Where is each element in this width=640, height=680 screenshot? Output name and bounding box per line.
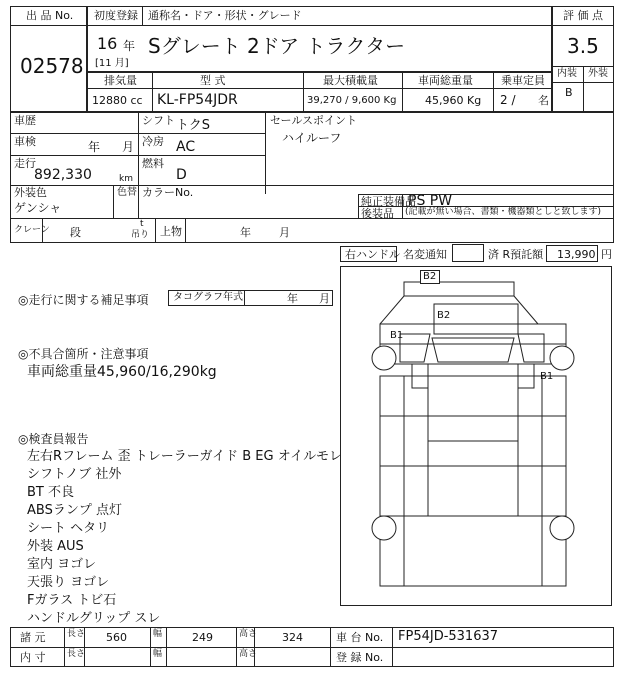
inspector-line: BT 不良: [27, 485, 74, 500]
inspector-line: 外装 AUS: [27, 539, 84, 554]
chassis-number: FP54JD-531637: [398, 629, 499, 644]
fuel-value: D: [176, 167, 187, 183]
inner-width-label: 幅: [153, 649, 163, 659]
length-value: 560: [106, 631, 127, 644]
shift-label: シフト: [142, 114, 175, 127]
capacity: 2 /: [500, 93, 516, 107]
reg-year-unit: 年: [123, 39, 136, 53]
truck-outline-diagram: [340, 266, 612, 606]
recycle-label: 済 R預託額: [488, 248, 544, 261]
max-load-label: 最大積載量: [323, 74, 378, 87]
upper-year: 年: [240, 226, 251, 239]
tachograph-label: タコグラフ年式: [173, 292, 243, 303]
inspector-line: シフトノブ 社外: [27, 467, 122, 482]
standard-equip: PS PW: [408, 193, 453, 209]
displacement-label: 排気量: [104, 74, 137, 87]
upper-month: 月: [279, 226, 290, 239]
recycle-amount: 13,990: [557, 248, 596, 261]
inspector-line: シート ヘタリ: [27, 521, 110, 536]
length-label: 長さ: [67, 629, 86, 639]
sales-point-label: セールスポイント: [270, 114, 358, 127]
color-code-label: カラーNo.: [142, 186, 194, 199]
color-no-label: 色替: [117, 187, 137, 198]
inner-length-label: 長さ: [67, 649, 86, 659]
fuel-label: 燃料: [142, 157, 164, 170]
name-change-checkbox: [452, 244, 484, 262]
interior-label: 内装: [557, 68, 577, 79]
inspector-line: ABSランプ 点灯: [27, 503, 122, 518]
mileage-value: 892,330: [34, 167, 92, 183]
height-value: 324: [282, 631, 303, 644]
displacement: 12880 cc: [92, 94, 143, 107]
height-label: 高さ: [239, 629, 258, 639]
mark-label: B1: [390, 330, 404, 341]
mark-label: B2: [437, 310, 451, 321]
capacity-label: 乗車定員: [501, 74, 545, 87]
inner-height-label: 高さ: [239, 649, 258, 659]
score-value: 3.5: [567, 34, 599, 58]
capacity-unit: 名: [538, 94, 549, 107]
width-value: 249: [192, 631, 213, 644]
steering: 右ハンドル: [345, 248, 400, 261]
tachograph-year: 年: [287, 292, 298, 305]
title-label: 通称名・ドア・形状・グレード: [148, 9, 302, 22]
ac-value: AC: [176, 139, 196, 155]
interior-grade: B: [565, 86, 573, 99]
standard-equip-label: 純正装備品: [361, 195, 416, 208]
inspection-label: 車検: [14, 135, 36, 148]
inspector-line: 左右Rフレーム 歪 トレーラーガイド B EG オイルモレ: [27, 449, 343, 464]
defects-text: 車両総重量45,960/16,290kg: [27, 364, 217, 380]
registration-label: 登 録 No.: [336, 651, 384, 664]
width-label: 幅: [153, 629, 163, 639]
color-label: 外装色: [14, 186, 47, 199]
inspector-label: ◎検査員報告: [18, 432, 89, 446]
mileage-label: 走行: [14, 157, 36, 170]
spec-label: 諸 元: [20, 631, 46, 644]
mark-label: B2: [423, 271, 437, 282]
lot-number: 02578: [20, 54, 84, 78]
crane-hoist: 吊り: [131, 230, 150, 240]
max-load: 39,270 / 9,600 Kg: [307, 95, 397, 106]
first-reg-label: 初度登録: [94, 9, 138, 22]
defects-label: ◎不具合箇所・注意事項: [18, 347, 149, 361]
crane-stage: 段: [70, 226, 81, 239]
shift-value: トクS: [176, 118, 210, 133]
crane-ton: t: [140, 219, 144, 229]
crane-label: クレーン: [14, 225, 50, 235]
model-label: 型 式: [200, 74, 226, 87]
inspector-line: 天張り ヨゴレ: [27, 575, 110, 590]
aftermarket-label: 後装品: [361, 207, 394, 220]
history-label: 車歴: [14, 114, 36, 127]
vehicle-name: Sグレート 2ドア トラクター: [148, 34, 406, 58]
model: KL-FP54JDR: [157, 92, 238, 108]
reg-year: 16: [97, 34, 118, 53]
lot-number-label: 出 品 No.: [26, 9, 74, 22]
inspection-month: 月: [122, 140, 135, 154]
mark-label: B1: [540, 371, 554, 382]
reg-month: [11 月]: [95, 58, 129, 69]
aftermarket-note: (記載が無い場合、書類・機器類としと致します): [405, 207, 602, 217]
gross-weight: 45,960 Kg: [425, 94, 482, 107]
tachograph-month: 月: [319, 292, 330, 305]
name-change-label: 名変通知: [403, 248, 447, 261]
running-notes-label: ◎走行に関する補足事項: [18, 293, 149, 307]
exterior-label: 外装: [588, 68, 608, 79]
score-label: 評 価 点: [563, 9, 603, 22]
inner-label: 内 寸: [20, 651, 46, 664]
inspector-line: Fガラス トビ石: [27, 593, 117, 608]
inspector-line: 室内 ヨゴレ: [27, 557, 97, 572]
ac-label: 冷房: [142, 135, 164, 148]
mileage-unit: km: [119, 174, 133, 184]
inspection-year: 年: [88, 140, 101, 154]
gross-weight-label: 車両総重量: [418, 74, 473, 87]
sales-point: ハイルーフ: [282, 131, 342, 145]
chassis-label: 車 台 No.: [336, 631, 384, 644]
inspector-line: ハンドルグリップ スレ: [27, 611, 161, 626]
upper-label: 上物: [160, 225, 182, 238]
recycle-unit: 円: [601, 248, 612, 261]
color-value: ゲンシャ: [14, 201, 62, 215]
